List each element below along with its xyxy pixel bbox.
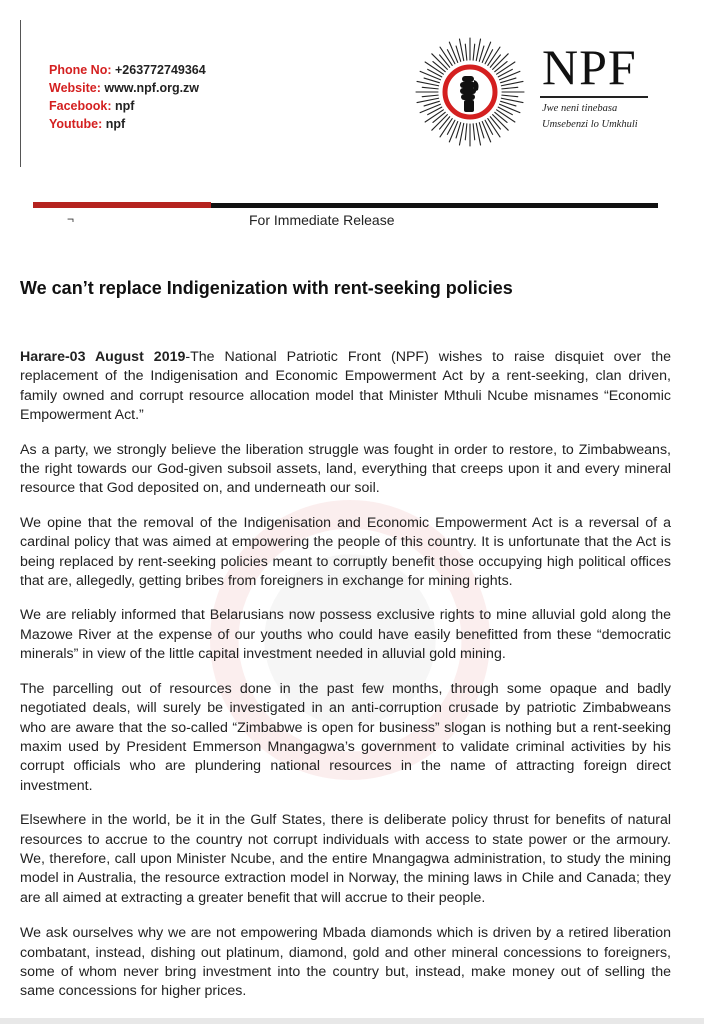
header-bar-black <box>211 203 658 208</box>
dateline: Harare-03 August 2019 <box>20 349 186 365</box>
paragraph-7: We ask ourselves why we are not empowering Mbada diamonds which is driven by a retired liberation combatant, instead, dishing out platinum, diamond, gold and other mineral concessions to foreigners, some of whom never bring investment into the country but, instead, make money out of selling the same concessions for higher prices. <box>20 925 671 1000</box>
contact-website <box>49 79 206 97</box>
headline: We can’t replace Indigenization with rent-seeking policies <box>20 278 513 298</box>
tagline-ndebele: Umsebenzi lo Umkhuli <box>542 119 638 130</box>
facebook-value: npf <box>115 99 135 113</box>
paragraph-6: Elsewhere in the world, be it in the Gulf States, there is deliberate policy thrust for benefits of natural resources to accrue to the country not corrupt individuals with access to state power or the armoury. We, therefore, call upon Minister Ncube, and the entire Mnangagwa administration, to study the mining model in Australia, the resource extraction model in Norway, the mining laws in Chile and Canada; they are all aimed at extracting a greater benefit that will accrue to their people. <box>20 812 671 906</box>
paragraph-4: We are reliably informed that Belarusians now possess exclusive rights to mine alluvial gold along the Mazowe River at the expense of our youths who could have easily benefitted from these “democratic minerals” in view of the little capital investment needed in alluvial gold mining. <box>20 607 671 663</box>
clenched-fist-sunburst-icon <box>414 36 526 148</box>
header-divider-vertical <box>20 20 21 167</box>
acronym-underline <box>540 96 648 98</box>
contact-phone <box>49 61 206 79</box>
website-value: www.npf.org.zw <box>104 81 200 95</box>
release-mark: ¬ <box>67 212 75 226</box>
org-acronym: NPF <box>542 39 637 95</box>
facebook-label: Facebook: <box>49 99 112 113</box>
header-bar-red <box>33 202 211 208</box>
contact-youtube <box>49 115 206 133</box>
paragraph-5: The parcelling out of resources done in the past few months, through some opaque and badly negotiated deals, will surely be investigated in an anti-corruption crusade by patriotic Zimbabweans who are aware that the so-called “Zimbabwe is open for business” slogan is nothing but a rent-seeking maxim used by President Emmerson Mnangagwa’s government to validate criminal activities by his corrupt officials who are plundering national resources in the name of attracting foreign direct investment. <box>20 680 671 794</box>
youtube-value: npf <box>105 117 126 131</box>
page-bottom-edge <box>0 1018 704 1024</box>
release-label: For Immediate Release <box>249 212 395 228</box>
youtube-label: Youtube: <box>49 117 103 131</box>
paragraph-1 <box>20 348 671 426</box>
phone-label: Phone No: <box>49 63 112 77</box>
paragraph-2: As a party, we strongly believe the liberation struggle was fought in order to restore, to Zimbabweans, the right towards our God-given subsoil assets, land, everything that creeps upon it and every mineral resource that God deposited on, and underneath our soil. <box>20 441 671 497</box>
phone-value: +263772749364 <box>114 63 206 77</box>
contact-block <box>49 61 206 133</box>
press-release-body <box>20 348 671 1017</box>
contact-facebook <box>49 97 206 115</box>
paragraph-3: We opine that the removal of the Indigenisation and Economic Empowerment Act is a reversal of a cardinal policy that was aimed at empowering the people of this country. It is unfortunate that the Act is being replaced by rent-seeking policies meant to corruptly benefit those occupying high political offices that are, allegedly, getting bribes from foreigners in exchange for mining rights. <box>20 514 671 590</box>
website-label: Website: <box>49 81 101 95</box>
paragraph-1-text: -The National Patriotic Front (NPF) wishes to raise disquiet over the replacement of the Indigenisation and Economic Empowerment Act by a rent-seeking, clan driven, family owned and corrupt resource allocation model that Minister Mthuli Ncube misnames “Economic Empowerment Act.” <box>20 349 671 424</box>
tagline-shona: Jwe neni tinebasa <box>542 103 618 114</box>
